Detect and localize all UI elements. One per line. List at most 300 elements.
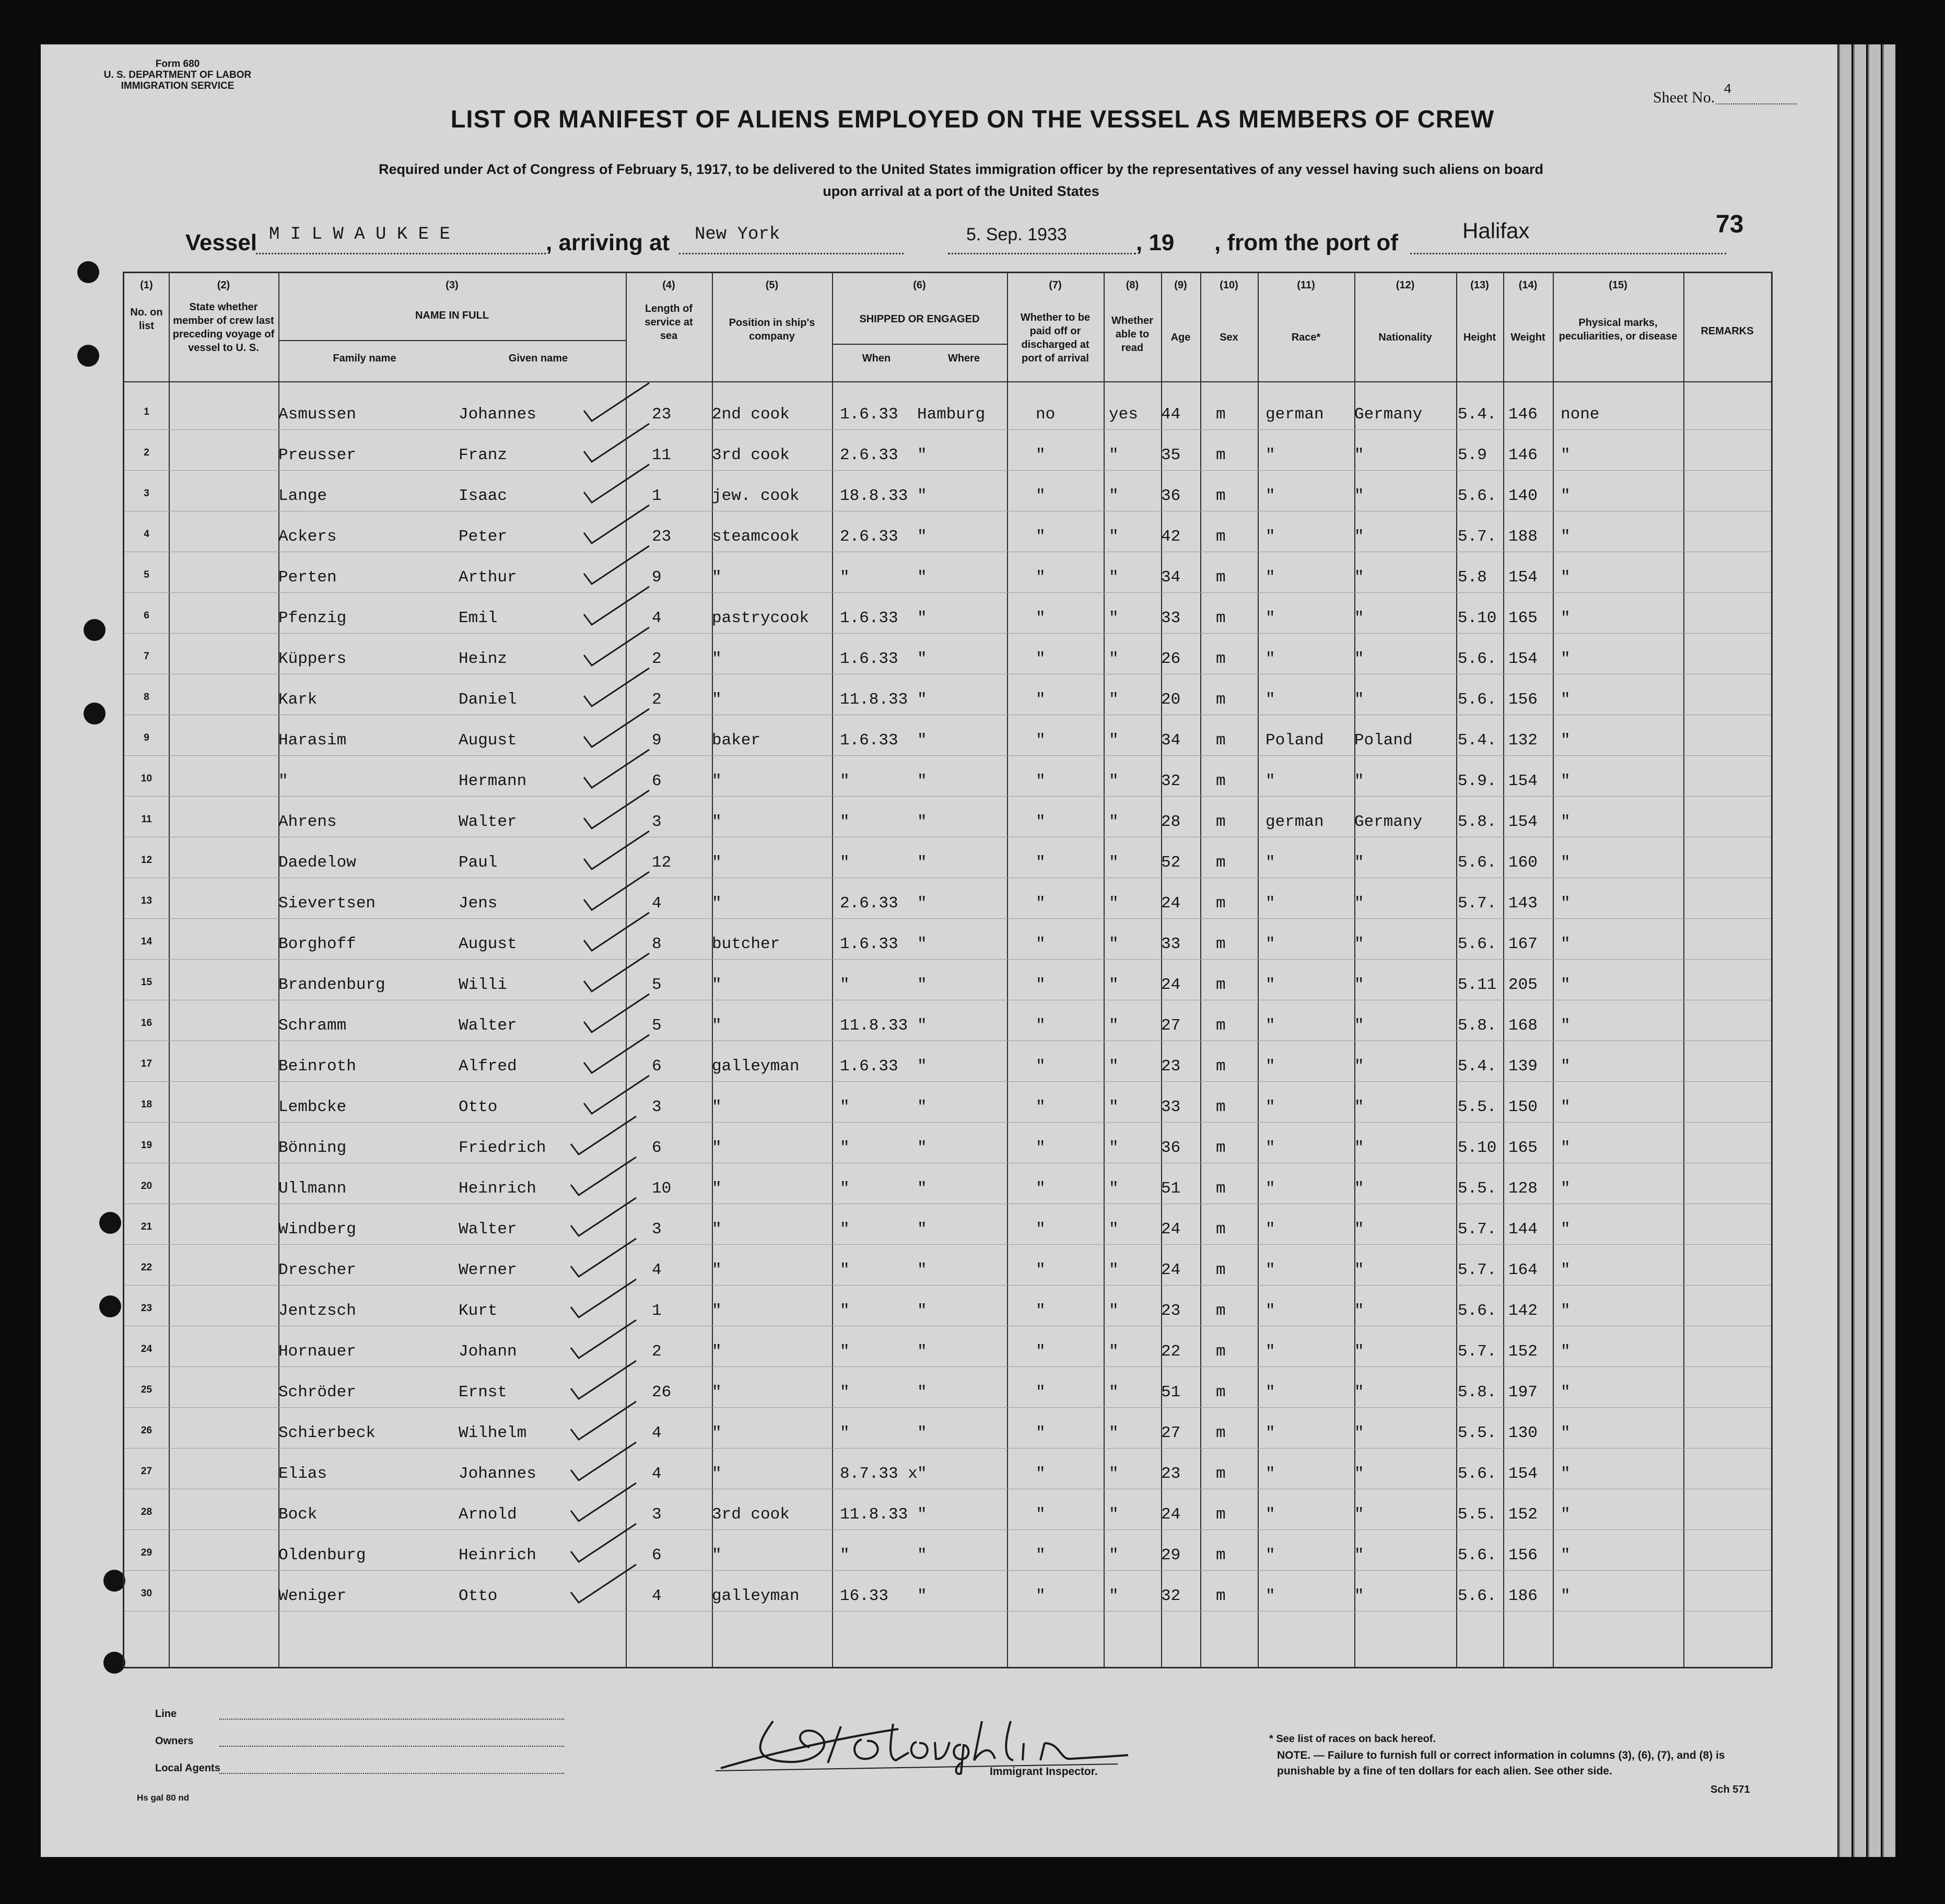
- cell-marks: ": [1561, 731, 1571, 750]
- cell-weight: 165: [1508, 1139, 1538, 1157]
- cell-service: 5: [652, 1017, 662, 1035]
- cell-weight: 128: [1508, 1179, 1538, 1198]
- cell-race: ": [1266, 446, 1275, 464]
- row-number: 26: [140, 1425, 153, 1436]
- cell-race: ": [1266, 609, 1275, 627]
- cell-read: ": [1109, 1261, 1119, 1279]
- cell-when: ": [840, 1383, 850, 1401]
- cell-sex: m: [1216, 854, 1226, 872]
- row-number: 11: [141, 814, 152, 825]
- cell-marks: ": [1561, 1546, 1571, 1564]
- check-mark: [571, 1320, 636, 1358]
- date-line: [948, 253, 1136, 254]
- cell-family: Daedelow: [278, 854, 356, 872]
- cell-family: Preusser: [278, 446, 356, 464]
- cell-given: Wilhelm: [459, 1424, 527, 1442]
- cell-weight: 154: [1508, 650, 1538, 668]
- check-mark: [584, 953, 649, 991]
- cell-nationality: ": [1354, 487, 1364, 505]
- cell-height: 5.7.: [1458, 1342, 1497, 1361]
- cell-family: Ullmann: [278, 1179, 347, 1198]
- row-number: 10: [140, 773, 153, 784]
- from-port: Halifax: [1462, 218, 1530, 243]
- cell-service: 4: [652, 1424, 662, 1442]
- check-mark: [584, 627, 649, 665]
- col-num-8: (8): [1126, 279, 1139, 291]
- cell-height: 5.5.: [1458, 1098, 1497, 1116]
- cell-given: Friedrich: [459, 1139, 546, 1157]
- cell-service: 26: [652, 1383, 672, 1401]
- cell-position: ": [712, 1098, 722, 1116]
- cell-given: Emil: [459, 609, 498, 627]
- cell-position: 2nd cook: [712, 405, 790, 424]
- cell-family: ": [278, 772, 288, 790]
- header-when: When: [862, 353, 891, 364]
- cell-when: ": [840, 1342, 850, 1361]
- cell-read: ": [1109, 1546, 1119, 1564]
- col-num-9: (9): [1174, 279, 1187, 291]
- col-num-5: (5): [765, 279, 779, 291]
- cell-marks: ": [1561, 813, 1571, 831]
- cell-weight: 154: [1508, 813, 1538, 831]
- cell-service: 3: [652, 1505, 662, 1524]
- cell-age: 34: [1161, 568, 1181, 587]
- cell-marks: ": [1561, 528, 1571, 546]
- cell-height: 5.7.: [1458, 894, 1497, 913]
- cell-height: 5.6.: [1458, 1465, 1497, 1483]
- cell-service: 5: [652, 976, 662, 994]
- cell-paid: ": [1036, 894, 1046, 913]
- cell-paid: ": [1036, 1302, 1046, 1320]
- cell-nationality: ": [1354, 568, 1364, 587]
- cell-marks: ": [1561, 894, 1571, 913]
- cell-paid: ": [1036, 528, 1046, 546]
- cell-when: ": [840, 1302, 850, 1320]
- cell-race: ": [1266, 1220, 1275, 1239]
- row-number: 14: [140, 936, 153, 947]
- header-last-voyage: State whether member of crew last preceding voyage of vessel to U. S.: [172, 301, 275, 354]
- cell-family: Jentzsch: [278, 1302, 356, 1320]
- row-number: 30: [140, 1588, 153, 1599]
- arrival-date: 5. Sep. 1933: [966, 225, 1067, 244]
- cell-nationality: ": [1354, 1465, 1364, 1483]
- cell-age: 42: [1161, 528, 1181, 546]
- cell-nationality: ": [1354, 1139, 1364, 1157]
- cell-where: ": [917, 609, 927, 627]
- cell-service: 6: [652, 1139, 662, 1157]
- cell-position: ": [712, 691, 722, 709]
- cell-given: Hermann: [459, 772, 527, 790]
- cell-age: 24: [1161, 1505, 1181, 1524]
- cell-weight: 146: [1508, 446, 1538, 464]
- subtitle-line-1: Required under Act of Congress of February 5, 1917, to be delivered to the United States immigration officer by the representatives of any vessel having such aliens on board: [378, 161, 1544, 177]
- cell-when: 1.6.33: [840, 405, 898, 424]
- cell-height: 5.8: [1458, 568, 1487, 587]
- check-mark: [571, 1442, 636, 1480]
- cell-given: Ernst: [459, 1383, 508, 1401]
- cell-given: Walter: [459, 813, 517, 831]
- cell-marks: ": [1561, 1179, 1571, 1198]
- binder-hole: [84, 703, 106, 725]
- cell-weight: 152: [1508, 1342, 1538, 1361]
- vessel-line: [256, 253, 546, 254]
- cell-given: Arthur: [459, 568, 517, 587]
- cell-age: 36: [1161, 487, 1181, 505]
- sheet-number-label: Sheet No.: [1653, 89, 1715, 106]
- cell-when: ": [840, 813, 850, 831]
- cell-given: Daniel: [459, 691, 517, 709]
- cell-read: ": [1109, 1383, 1119, 1401]
- cell-paid: ": [1036, 650, 1046, 668]
- cell-position: jew. cook: [712, 487, 800, 505]
- check-mark: [584, 587, 649, 625]
- arrival-port: New York: [695, 225, 780, 244]
- check-mark: [571, 1564, 636, 1603]
- cell-where: ": [917, 1139, 927, 1157]
- cell-where: ": [917, 854, 927, 872]
- cell-race: ": [1266, 1139, 1275, 1157]
- cell-marks: ": [1561, 487, 1571, 505]
- row-number: 19: [140, 1140, 153, 1151]
- cell-read: ": [1109, 1098, 1119, 1116]
- cell-height: 5.4.: [1458, 1057, 1497, 1076]
- header-paid-off: Whether to be paid off or discharged at port of arrival: [1020, 312, 1091, 364]
- check-mark: [584, 994, 649, 1032]
- cell-position: ": [712, 1546, 722, 1564]
- cell-position: ": [712, 894, 722, 913]
- cell-given: Walter: [459, 1017, 517, 1035]
- cell-service: 11: [652, 446, 672, 464]
- page-edge: [1853, 44, 1866, 1857]
- cell-read: ": [1109, 813, 1119, 831]
- header-able-to-read: Whether able to read: [1111, 315, 1153, 354]
- cell-service: 9: [652, 568, 662, 587]
- cell-service: 3: [652, 813, 662, 831]
- cell-given: Johannes: [459, 1465, 536, 1483]
- cell-sex: m: [1216, 528, 1226, 546]
- cell-where: ": [917, 1505, 927, 1524]
- cell-read: ": [1109, 650, 1119, 668]
- header-age: Age: [1170, 332, 1191, 343]
- cell-weight: 132: [1508, 731, 1538, 750]
- binder-hole: [99, 1212, 121, 1234]
- cell-sex: m: [1216, 1139, 1226, 1157]
- cell-position: galleyman: [712, 1057, 800, 1076]
- cell-when: ": [840, 1546, 850, 1564]
- form-number: Form 680: [155, 59, 200, 69]
- cell-height: 5.7.: [1458, 1220, 1497, 1239]
- cell-nationality: ": [1354, 1261, 1364, 1279]
- cell-nationality: ": [1354, 1302, 1364, 1320]
- cell-sex: m: [1216, 894, 1226, 913]
- col-num-14: (14): [1518, 279, 1538, 291]
- cell-read: ": [1109, 609, 1119, 627]
- cell-race: ": [1266, 1546, 1275, 1564]
- row-number: 24: [140, 1344, 153, 1354]
- row-number: 6: [144, 610, 149, 621]
- col-num-10: (10): [1220, 279, 1238, 291]
- cell-service: 6: [652, 1546, 662, 1564]
- check-mark: [571, 1361, 636, 1399]
- cell-marks: ": [1561, 1017, 1571, 1035]
- cell-given: Werner: [459, 1261, 517, 1279]
- cell-sex: m: [1216, 935, 1226, 953]
- cell-weight: 168: [1508, 1017, 1538, 1035]
- cell-position: ": [712, 1465, 722, 1483]
- cell-read: ": [1109, 1017, 1119, 1035]
- document-subtitle: [277, 158, 1645, 202]
- cell-paid: ": [1036, 1179, 1046, 1198]
- races-note: * See list of races on back hereof.: [1269, 1733, 1436, 1745]
- page-mark: 73: [1716, 211, 1744, 238]
- row-number: 17: [140, 1058, 153, 1069]
- cell-family: Schierbeck: [278, 1424, 376, 1442]
- sheet-number-value: 4: [1724, 81, 1732, 97]
- cell-sex: m: [1216, 1179, 1226, 1198]
- local-agents-underline: [219, 1773, 564, 1774]
- cell-nationality: ": [1354, 1017, 1364, 1035]
- cell-when: 2.6.33: [840, 528, 898, 546]
- cell-height: 5.6.: [1458, 935, 1497, 953]
- cell-nationality: ": [1354, 894, 1364, 913]
- cell-paid: ": [1036, 854, 1046, 872]
- row-number: 12: [140, 855, 153, 866]
- cell-paid: ": [1036, 1220, 1046, 1239]
- cell-race: ": [1266, 854, 1275, 872]
- cell-height: 5.6.: [1458, 854, 1497, 872]
- cell-marks: ": [1561, 1098, 1571, 1116]
- cell-paid: ": [1036, 1465, 1046, 1483]
- local-agents-label: Local Agents: [155, 1762, 220, 1774]
- cell-where: ": [917, 731, 927, 750]
- col-num-11: (11): [1297, 279, 1315, 291]
- cell-when: ": [840, 854, 850, 872]
- year-label: , 19: [1136, 230, 1175, 255]
- cell-height: 5.11: [1458, 976, 1497, 994]
- subtitle-line-2: upon arrival at a port of the United States: [823, 183, 1099, 199]
- cell-age: 26: [1161, 650, 1181, 668]
- cell-family: Ackers: [278, 528, 337, 546]
- cell-height: 5.6.: [1458, 691, 1497, 709]
- cell-sex: m: [1216, 1465, 1226, 1483]
- cell-service: 12: [652, 854, 672, 872]
- cell-when: ": [840, 1098, 850, 1116]
- cell-age: 52: [1161, 854, 1181, 872]
- cell-where: ": [917, 1179, 927, 1198]
- cell-paid: ": [1036, 1587, 1046, 1605]
- cell-service: 2: [652, 691, 662, 709]
- header-race: Race*: [1291, 332, 1321, 343]
- cell-weight: 152: [1508, 1505, 1538, 1524]
- row-number: 18: [140, 1099, 153, 1110]
- cell-where: ": [917, 1465, 927, 1483]
- cell-read: ": [1109, 1057, 1119, 1076]
- row-number: 27: [140, 1466, 153, 1477]
- cell-paid: ": [1036, 1017, 1046, 1035]
- cell-given: Otto: [459, 1587, 498, 1605]
- cell-paid: ": [1036, 691, 1046, 709]
- cell-race: ": [1266, 650, 1275, 668]
- cell-position: ": [712, 1261, 722, 1279]
- cell-position: butcher: [712, 935, 780, 953]
- cell-nationality: ": [1354, 854, 1364, 872]
- col-num-4: (4): [662, 279, 675, 291]
- cell-race: german: [1266, 405, 1324, 424]
- cell-height: 5.6.: [1458, 487, 1497, 505]
- binder-hole: [103, 1652, 125, 1674]
- check-mark: [584, 750, 649, 788]
- cell-marks: ": [1561, 1342, 1571, 1361]
- cell-sex: m: [1216, 446, 1226, 464]
- cell-marks: ": [1561, 854, 1571, 872]
- row-number: 2: [144, 447, 149, 458]
- cell-marks: ": [1561, 609, 1571, 627]
- check-mark: [584, 709, 649, 747]
- header-remarks: REMARKS: [1701, 325, 1754, 337]
- cell-read: ": [1109, 1139, 1119, 1157]
- cell-given: August: [459, 731, 517, 750]
- check-mark: [571, 1239, 636, 1277]
- cell-age: 44: [1161, 405, 1181, 424]
- line-label: Line: [155, 1708, 177, 1720]
- cell-sex: m: [1216, 731, 1226, 750]
- cell-paid: ": [1036, 1546, 1046, 1564]
- cell-service: 1: [652, 487, 662, 505]
- cell-when: 16.33: [840, 1587, 889, 1605]
- cell-family: Hornauer: [278, 1342, 356, 1361]
- cell-race: german: [1266, 813, 1324, 831]
- document-title: LIST OR MANIFEST OF ALIENS EMPLOYED ON THE VESSEL AS MEMBERS OF CREW: [450, 105, 1495, 133]
- cell-marks: ": [1561, 1220, 1571, 1239]
- cell-age: 27: [1161, 1017, 1181, 1035]
- cell-weight: 142: [1508, 1302, 1538, 1320]
- cell-position: 3rd cook: [712, 1505, 790, 1524]
- check-mark: [584, 546, 649, 584]
- cell-age: 20: [1161, 691, 1181, 709]
- cell-race: ": [1266, 1342, 1275, 1361]
- check-mark: [584, 668, 649, 706]
- cell-age: 24: [1161, 1261, 1181, 1279]
- row-number: 21: [140, 1221, 153, 1232]
- cell-family: Perten: [278, 568, 337, 587]
- row-number: 4: [144, 529, 149, 540]
- cell-where: ": [917, 528, 927, 546]
- cell-given: Heinz: [459, 650, 508, 668]
- cell-sex: m: [1216, 609, 1226, 627]
- check-mark: [584, 505, 649, 543]
- line-underline: [219, 1719, 564, 1720]
- cell-family: Elias: [278, 1465, 327, 1483]
- cell-sex: m: [1216, 1505, 1226, 1524]
- cell-position: ": [712, 813, 722, 831]
- cell-race: ": [1266, 1383, 1275, 1401]
- header-where: Where: [947, 353, 980, 364]
- cell-position: ": [712, 1179, 722, 1198]
- cell-nationality: Poland: [1354, 731, 1413, 750]
- cell-given: Alfred: [459, 1057, 517, 1076]
- cell-race: ": [1266, 1302, 1275, 1320]
- cell-family: Ahrens: [278, 813, 337, 831]
- check-mark: [571, 1198, 636, 1236]
- cell-family: Schröder: [278, 1383, 356, 1401]
- vessel-name: M I L W A U K E E: [269, 225, 450, 244]
- cell-weight: 139: [1508, 1057, 1538, 1076]
- cell-age: 22: [1161, 1342, 1181, 1361]
- cell-age: 27: [1161, 1424, 1181, 1442]
- cell-height: 5.4.: [1458, 731, 1497, 750]
- page-edge: [1882, 44, 1895, 1857]
- cell-when: 1.6.33: [840, 650, 898, 668]
- cell-given: Paul: [459, 854, 498, 872]
- cell-sex: m: [1216, 1017, 1226, 1035]
- cell-height: 5.6.: [1458, 1302, 1497, 1320]
- form-service: IMMIGRATION SERVICE: [121, 80, 235, 91]
- from-port-line: [1410, 253, 1726, 254]
- owners-label: Owners: [155, 1735, 194, 1747]
- cell-race: ": [1266, 1261, 1275, 1279]
- header-nationality: Nationality: [1378, 332, 1432, 343]
- cell-where: ": [917, 1261, 927, 1279]
- check-mark: [571, 1279, 636, 1317]
- cell-family: Sievertsen: [278, 894, 376, 913]
- cell-where: ": [917, 691, 927, 709]
- cell-sex: m: [1216, 1098, 1226, 1116]
- from-port-label: , from the port of: [1214, 230, 1398, 255]
- cell-age: 24: [1161, 976, 1181, 994]
- cell-given: August: [459, 935, 517, 953]
- check-mark: [571, 1524, 636, 1562]
- row-number: 20: [140, 1181, 153, 1192]
- cell-when: ": [840, 1139, 850, 1157]
- cell-marks: ": [1561, 446, 1571, 464]
- cell-read: ": [1109, 935, 1119, 953]
- owners-underline: [219, 1746, 564, 1747]
- cell-paid: no: [1036, 405, 1056, 424]
- cell-race: ": [1266, 1057, 1275, 1076]
- cell-paid: ": [1036, 1057, 1046, 1076]
- cell-height: 5.7.: [1458, 1261, 1497, 1279]
- cell-sex: m: [1216, 1220, 1226, 1239]
- cell-when: 18.8.33: [840, 487, 908, 505]
- cell-where: ": [917, 1302, 927, 1320]
- cell-where: ": [917, 1098, 927, 1116]
- cell-family: Kark: [278, 691, 318, 709]
- cell-given: Otto: [459, 1098, 498, 1116]
- form-department: U. S. DEPARTMENT OF LABOR: [103, 69, 252, 80]
- cell-where: ": [917, 1220, 927, 1239]
- cell-when: 11.8.33: [840, 1505, 908, 1524]
- cell-age: 23: [1161, 1465, 1181, 1483]
- row-number: 13: [140, 895, 153, 906]
- cell-given: Franz: [459, 446, 508, 464]
- cell-position: ": [712, 650, 722, 668]
- cell-sex: m: [1216, 487, 1226, 505]
- check-mark: [584, 1076, 649, 1114]
- cell-position: ": [712, 772, 722, 790]
- cell-when: 11.8.33: [840, 691, 908, 709]
- cell-sex: m: [1216, 405, 1226, 424]
- crew-manifest-table: [123, 272, 1773, 1668]
- cell-position: ": [712, 1383, 722, 1401]
- row-number: 15: [140, 977, 153, 988]
- cell-marks: ": [1561, 1505, 1571, 1524]
- cell-service: 2: [652, 650, 662, 668]
- check-mark: [584, 872, 649, 910]
- cell-given: Arnold: [459, 1505, 517, 1524]
- cell-family: Oldenburg: [278, 1546, 366, 1564]
- cell-marks: ": [1561, 1057, 1571, 1076]
- cell-race: ": [1266, 976, 1275, 994]
